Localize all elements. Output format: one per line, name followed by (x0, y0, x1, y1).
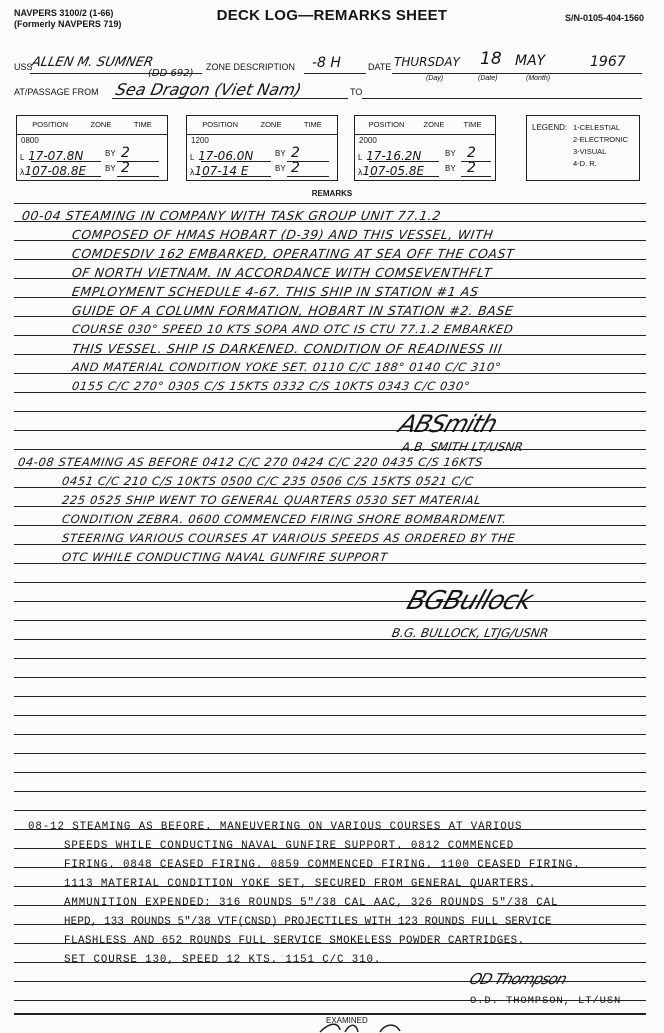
signer-name: O.D. THOMPSON, LT/USN (470, 995, 622, 1007)
examined-signature (300, 1020, 420, 1033)
month-value: MAY (515, 53, 546, 69)
entry-line: 04-08 STEAMING AS BEFORE 0412 C/C 270 0424 C/C 220 0435 C/S 16KTS (17, 455, 485, 469)
by-label: BY (445, 164, 456, 173)
from-underline (112, 98, 348, 99)
legend-box (526, 115, 640, 181)
entry-line: FLASHLESS AND 652 ROUNDS FULL SERVICE SMOKELESS POWDER CARTRIDGES. (64, 935, 525, 947)
date-value: 18 (480, 49, 502, 69)
lat-fix-value: 2 (467, 145, 476, 161)
signature-smith: ABSmith (395, 410, 501, 438)
zone-header: ZONE (423, 120, 445, 129)
zone-value: -8 H (312, 55, 341, 71)
examined-label: EXAMINED (326, 1016, 368, 1025)
position-header: POSITION (202, 120, 239, 129)
by-label: BY (275, 149, 286, 158)
entry-line: 1113 MATERIAL CONDITION YOKE SET, SECURED FROM GENERAL QUARTERS. (64, 878, 537, 890)
by-label: BY (445, 149, 456, 158)
position-box-2000 (354, 115, 496, 181)
time-header: TIME (303, 120, 322, 129)
zone-header: ZONE (90, 120, 112, 129)
by-label: BY (105, 164, 116, 173)
signer-name: A.B. SMITH LT/USNR (400, 440, 524, 454)
entry-line: 08-12 STEAMING AS BEFORE. MANEUVERING ON VARIOUS COURSES AT VARIOUS (28, 821, 523, 833)
position-time: 2000 (359, 136, 377, 145)
entry-line: 0451 C/C 210 C/S 10KTS 0500 C/C 235 0506 C/S 15KTS 0521 C/C (61, 474, 475, 488)
entry-line: HEPD, 133 ROUNDS 5"/38 VTF(CNSD) PROJECTILES WITH 123 ROUNDS FULL SERVICE (64, 916, 552, 928)
entry-line: STEERING VARIOUS COURSES AT VARIOUS SPEEDS AS ORDERED BY THE (61, 531, 517, 545)
latitude-value: 17-06.0N (198, 149, 254, 163)
lat-prefix: L (190, 153, 195, 162)
position-time: 1200 (191, 136, 209, 145)
legend-title: LEGEND: (532, 123, 568, 132)
legend-item: 4-D. R. (573, 159, 597, 168)
entry-line: COMDESDIV 162 EMBARKED, OPERATING AT SEA OFF THE COAST (70, 246, 516, 261)
date-label: DATE (368, 62, 392, 72)
from-value: Sea Dragon (Viet Nam) (113, 80, 304, 99)
form-id-line1: NAVPERS 3100/2 (1-66) (14, 8, 114, 18)
remarks-heading: REMARKS (311, 189, 353, 198)
entry-line: CONDITION ZEBRA. 0600 COMMENCED FIRING SHORE BOMBARDMENT. (61, 512, 508, 526)
position-header: POSITION (368, 120, 405, 129)
position-box-0800 (16, 115, 168, 181)
signer-name: B.G. BULLOCK, LTJG/USNR (390, 626, 550, 640)
time-header: TIME (133, 120, 152, 129)
lat-fix-value: 2 (121, 145, 130, 161)
by-label: BY (275, 164, 286, 173)
page-title: DECK LOG—REMARKS SHEET (216, 7, 448, 24)
entry-line: FIRING. 0848 CEASED FIRING. 0859 COMMENCED FIRING. 1100 CEASED FIRING. (64, 859, 581, 871)
to-underline (362, 98, 642, 99)
entry-line: OTC WHILE CONDUCTING NAVAL GUNFIRE SUPPORT (61, 550, 389, 564)
lon-prefix: λ (190, 167, 195, 177)
position-header: POSITION (32, 120, 69, 129)
entry-line: SET COURSE 130, SPEED 12 KTS. 1151 C/C 310. (64, 954, 382, 966)
longitude-value: 107-08.8E (24, 164, 87, 178)
lon-prefix: λ (358, 167, 363, 177)
entry-line: 225 0525 SHIP WENT TO GENERAL QUARTERS 0530 SET MATERIAL (61, 493, 483, 507)
lat-prefix: L (20, 153, 25, 162)
zone-header: ZONE (260, 120, 282, 129)
entry-line: OF NORTH VIETNAM. IN ACCORDANCE WITH COMSEVENTHFLT (70, 265, 494, 280)
lat-fix-value: 2 (291, 145, 300, 161)
year-value: 1967 (590, 54, 626, 70)
by-label: BY (105, 149, 116, 158)
position-time: 0800 (21, 136, 39, 145)
signature-thompson: OD Thompson (467, 970, 569, 988)
date-underline (392, 73, 642, 74)
latitude-value: 17-16.2N (366, 149, 422, 163)
legend-item: 2-ELECTRONIC (573, 135, 629, 144)
entry-line: AND MATERIAL CONDITION YOKE SET. 0110 C/C 188° 0140 C/C 310° (71, 360, 503, 374)
uss-value: ALLEN M. SUMNER (30, 55, 155, 70)
entry-line: AMMUNITION EXPENDED: 316 ROUNDS 5"/38 CAL AAC, 326 ROUNDS 5"/38 CAL (64, 897, 559, 909)
longitude-value: 107-14 E (194, 164, 249, 178)
entry-line: SPEEDS WHILE CONDUCTING NAVAL GUNFIRE SUPPORT. 0812 COMMENCED (64, 840, 515, 852)
zone-label: ZONE DESCRIPTION (206, 62, 296, 72)
entry-line: EMPLOYMENT SCHEDULE 4-67. THIS SHIP IN STATION #1 AS (70, 284, 480, 299)
lat-prefix: L (358, 153, 363, 162)
entry-line: 0155 C/C 270° 0305 C/S 15KTS 0332 C/S 10KTS 0343 C/C 030° (71, 379, 472, 393)
date-caption: (Date) (478, 75, 498, 82)
time-header: TIME (463, 120, 482, 129)
zone-underline (304, 73, 366, 74)
day-value: THURSDAY (394, 55, 460, 69)
entry-line: THIS VESSEL. SHIP IS DARKENED. CONDITION OF READINESS III (70, 341, 504, 356)
position-box-1200 (186, 115, 338, 181)
uss-underline (30, 73, 202, 74)
to-label: TO (350, 87, 363, 97)
month-caption: (Month) (526, 75, 551, 82)
longitude-value: 107-05.8E (362, 164, 425, 178)
lon-prefix: λ (20, 167, 25, 177)
lon-fix-value: 2 (121, 160, 130, 176)
atpassage-label: AT/PASSAGE FROM (14, 87, 99, 97)
entry-line: 00-04 STEAMING IN COMPANY WITH TASK GROUP UNIT 77.1.2 (20, 208, 443, 223)
stock-number: S/N-0105-404-1560 (564, 13, 644, 23)
legend-item: 1-CELESTIAL (573, 123, 621, 132)
day-caption: (Day) (426, 75, 444, 82)
legend-item: 3-VISUAL (573, 147, 607, 156)
entry-line: COURSE 030° SPEED 10 KTS SOPA AND OTC IS CTU 77.1.2 EMBARKED (71, 322, 515, 336)
uss-label: USS (14, 62, 33, 72)
lon-fix-value: 2 (291, 160, 300, 176)
lon-fix-value: 2 (467, 160, 476, 176)
entry-line: COMPOSED OF HMAS HOBART (D-39) AND THIS VESSEL, WITH (70, 227, 495, 242)
entry-line: GUIDE OF A COLUMN FORMATION, HOBART IN STATION #2. BASE (70, 303, 515, 318)
form-id-line2: (Formerly NAVPERS 719) (14, 19, 122, 29)
hull-number: (DD 692) (148, 68, 194, 79)
signature-bullock: BGBullock (403, 586, 536, 616)
latitude-value: 17-07.8N (28, 149, 84, 163)
